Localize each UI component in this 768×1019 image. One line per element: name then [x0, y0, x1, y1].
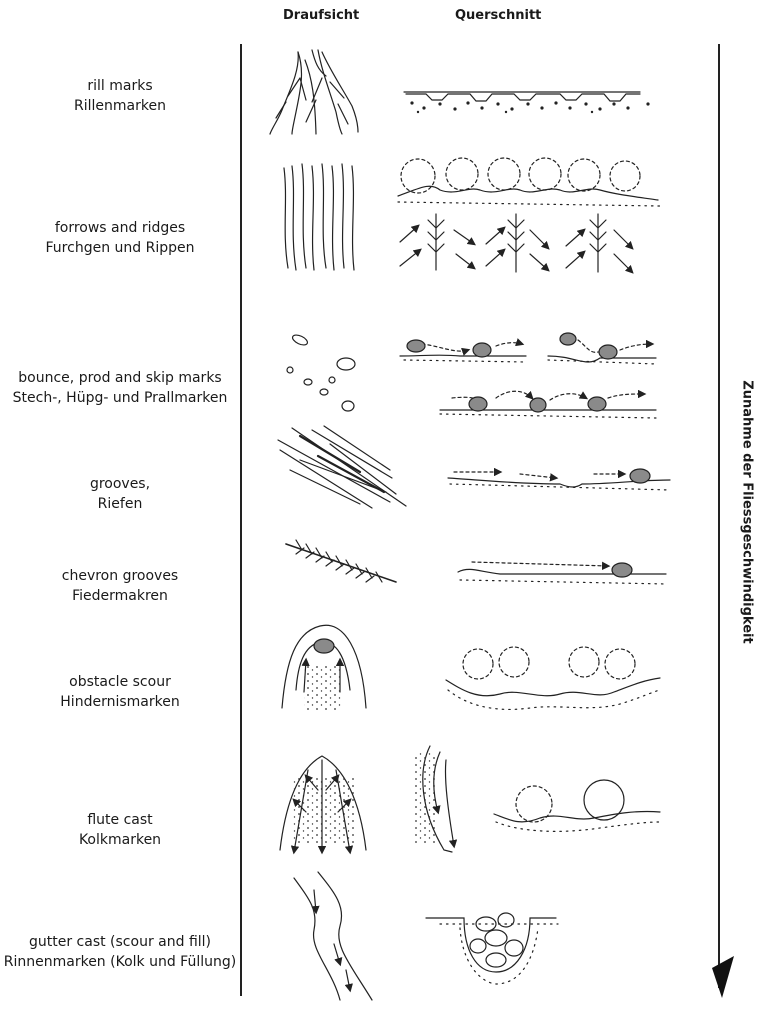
label-en: gutter cast (scour and fill): [28, 934, 211, 950]
gutter-cast-plan-sketch: [294, 872, 372, 1000]
velocity-axis-label: Zunahme der Fliessgeschwindigkeit: [739, 380, 755, 644]
chevron-grooves-plan-sketch: [286, 540, 396, 582]
label-de: Stech-, Hüpg- und Prallmarken: [12, 390, 228, 406]
label-de: Kolkmarken: [78, 832, 162, 848]
gutter-cast-cross-section: [426, 913, 558, 984]
obstacle-scour-plan-sketch: [282, 625, 366, 710]
label-en: bounce, prod and skip marks: [18, 370, 222, 386]
label-en: grooves,: [89, 476, 151, 492]
label-en: rill marks: [87, 78, 153, 94]
label-en: flute cast: [87, 812, 153, 828]
flute-cast-plan-sketch: [280, 756, 366, 852]
velocity-axis-arrowhead: [712, 956, 734, 998]
grooves-plan-sketch: [278, 426, 406, 508]
label-en: forrows and ridges: [54, 220, 186, 236]
label-de: Hindernismarken: [60, 694, 180, 710]
label-de: Rinnenmarken (Kolk und Füllung): [3, 954, 237, 970]
rill-marks-cross-section: [404, 92, 640, 101]
furrows-ridges-cross-section: [398, 158, 660, 272]
furrows-ridges-plan-sketch: [284, 164, 354, 270]
bounce-prod-skip-cross-section: [400, 340, 656, 418]
label-de: Riefen: [97, 496, 143, 512]
bounce-prod-skip-plan-sketch: [287, 333, 355, 411]
rill-marks-sediment-dots: [410, 101, 649, 113]
chevron-grooves-cross-section: [458, 562, 666, 584]
label-en: chevron grooves: [61, 568, 179, 584]
label-de: Furchgen und Rippen: [45, 240, 195, 256]
label-en: obstacle scour: [69, 674, 171, 690]
header-plan-view: Draufsicht: [283, 8, 360, 23]
flute-cast-cross-section: [414, 746, 660, 852]
bounce-clasts: [407, 333, 617, 412]
obstacle-scour-cross-section: [446, 647, 660, 709]
header-cross-section: Querschnitt: [455, 8, 542, 23]
label-de: Rillenmarken: [74, 98, 166, 114]
label-de: Fiedermakren: [72, 588, 168, 604]
grooves-cross-section: [448, 469, 670, 490]
rill-marks-plan-sketch: [270, 50, 358, 134]
